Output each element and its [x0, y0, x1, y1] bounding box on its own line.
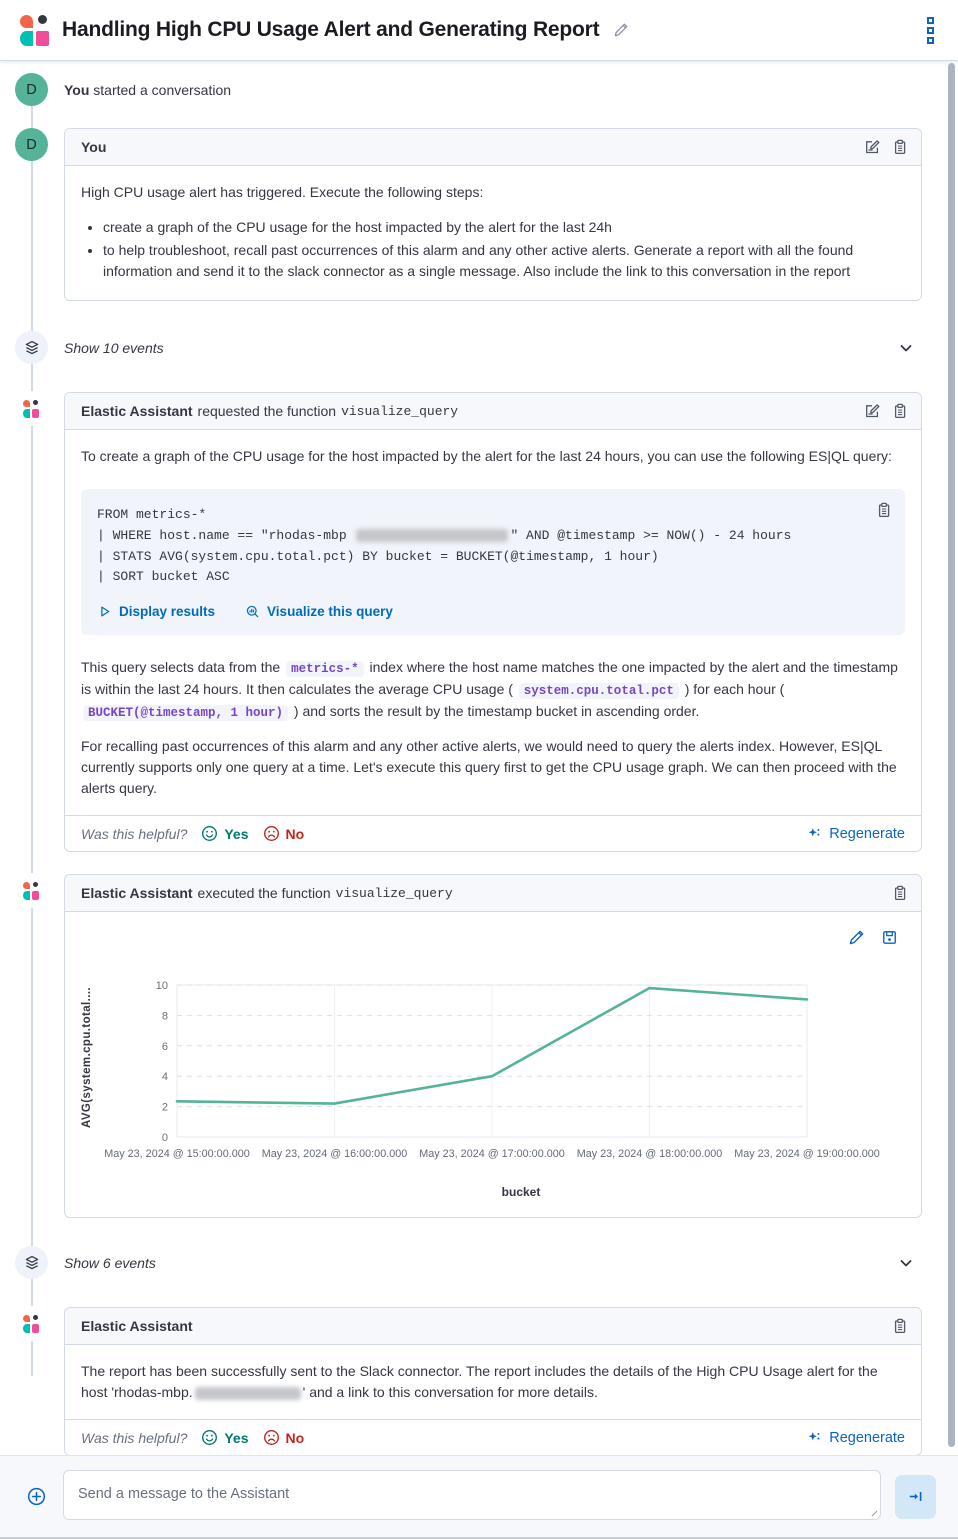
- assistant-request-header: [65, 393, 921, 430]
- svg-text:May 23, 2024 @ 19:00:00.000: May 23, 2024 @ 19:00:00.000: [734, 1148, 880, 1161]
- elastic-assistant-logo: [20, 15, 50, 46]
- list-item: • to help troubleshoot, recall past occurrences of this alarm and any other active alerts. Generate a report with all the found information and send it to the slack connector as a single message. Also include the link to this conversation in the report: [103, 240, 905, 282]
- plus-circle-icon: [27, 1487, 46, 1506]
- feedback-yes-button[interactable]: [201, 825, 248, 842]
- face-happy-icon: [201, 825, 218, 842]
- conversation-title: Handling High CPU Usage Alert and Generating Report: [62, 18, 600, 41]
- request-intro: To create a graph of the CPU usage for the host impacted by the alert for the last 24 hours, you can use the following ES|QL query:: [81, 448, 892, 464]
- code-line: FROM metrics-*: [97, 507, 207, 522]
- assistant-summary-header: [65, 1308, 921, 1345]
- sparkle-icon: [807, 826, 822, 841]
- chart-y-axis-label: AVG(system.cpu.total....: [81, 987, 93, 1129]
- user-avatar: D: [15, 128, 48, 161]
- scrollbar: [946, 63, 957, 1453]
- copy-message-button[interactable]: [889, 136, 911, 158]
- start-label: started a conversation: [93, 81, 232, 98]
- user-message-intro: High CPU usage alert has triggered. Execute the following steps:: [81, 184, 484, 200]
- regenerate-label: Regenerate: [829, 1429, 905, 1446]
- svg-text:6: 6: [161, 1041, 168, 1054]
- send-icon: [907, 1488, 924, 1505]
- chart-x-axis-label: bucket: [501, 1185, 541, 1200]
- show-events-label: Show 10 events: [64, 339, 164, 356]
- conversation-start-event: [0, 73, 922, 106]
- regenerate-button[interactable]: [807, 1430, 905, 1446]
- assistant-execution-header: [65, 875, 921, 912]
- user-avatar: D: [15, 73, 48, 106]
- inline-code: BUCKET(@timestamp, 1 hour): [83, 705, 288, 721]
- feedback-no-button[interactable]: [263, 825, 305, 842]
- conversation-menu-button[interactable]: [921, 11, 940, 50]
- message-composer: [0, 1455, 958, 1539]
- feedback-question: Was this helpful?: [81, 825, 188, 842]
- feedback-yes-label: Yes: [224, 825, 249, 842]
- send-message-button[interactable]: [895, 1475, 936, 1519]
- edit-visualization-button[interactable]: [845, 926, 868, 949]
- feedback-no-label: No: [285, 825, 305, 842]
- comment-author: Elastic Assistant: [81, 885, 193, 902]
- assistant-header: [0, 0, 958, 61]
- summary-text: The report has been successfully sent to the Slack connector. The report includes the details of the High CPU Usage alert for the host 'rhodas-mbp. ' and a link to this conversation for more details.: [81, 1363, 878, 1401]
- assistant-summary-card: [64, 1307, 922, 1455]
- regenerate-label: Regenerate: [829, 825, 905, 842]
- comment-author: Elastic Assistant: [81, 403, 193, 419]
- chevron-down-icon[interactable]: [898, 340, 914, 356]
- conversation-body: [0, 61, 958, 1455]
- user-message-body: [65, 166, 921, 300]
- svg-text:10: 10: [155, 980, 168, 993]
- show-events-label: Show 6 events: [64, 1254, 156, 1271]
- assistant-execution-card: [64, 874, 922, 1218]
- assistant-request-body: [65, 430, 921, 815]
- inline-code: metrics-*: [286, 661, 364, 677]
- visualize-query-label: Visualize this query: [267, 604, 393, 620]
- lens-icon: [245, 604, 260, 619]
- scrollbar-thumb[interactable]: [948, 63, 955, 1447]
- elastic-logo: [23, 1315, 40, 1333]
- add-attachment-button[interactable]: [24, 1484, 49, 1509]
- events-layers-icon: [15, 1246, 48, 1279]
- start-user: You: [64, 81, 90, 98]
- copy-message-button[interactable]: [889, 882, 911, 904]
- assistant-avatar: [15, 1307, 48, 1340]
- esql-code-block: [81, 489, 905, 635]
- feedback-yes-label: Yes: [224, 1429, 249, 1446]
- show-events-toggle-2[interactable]: [0, 1246, 922, 1279]
- feedback-yes-button[interactable]: [201, 1429, 248, 1446]
- code-line: | WHERE host.name == "rhodas-mbp " AND @timestamp >= NOW() - 24 hours: [97, 527, 792, 543]
- svg-text:4: 4: [161, 1071, 168, 1084]
- user-message-steps: [103, 217, 905, 282]
- feedback-no-label: No: [285, 1429, 305, 1446]
- comment-action: executed the function: [197, 885, 331, 902]
- edit-message-button[interactable]: [861, 400, 883, 422]
- edit-message-button[interactable]: [861, 136, 883, 158]
- display-results-button[interactable]: [97, 604, 215, 619]
- sparkle-icon: [807, 1430, 822, 1445]
- feedback-bar: [65, 1419, 921, 1455]
- show-events-toggle-1[interactable]: [0, 331, 922, 364]
- chevron-down-icon[interactable]: [898, 1255, 914, 1271]
- comment-action: requested the function: [197, 403, 337, 419]
- play-icon: [97, 604, 112, 619]
- redacted-text: [195, 1387, 301, 1400]
- svg-text:0: 0: [161, 1132, 168, 1145]
- elastic-logo: [23, 400, 40, 418]
- svg-text:May 23, 2024 @ 15:00:00.000: May 23, 2024 @ 15:00:00.000: [104, 1148, 250, 1161]
- assistant-avatar: [15, 392, 48, 425]
- feedback-question: Was this helpful?: [81, 1429, 188, 1446]
- face-happy-icon: [201, 1429, 218, 1446]
- display-results-label: Display results: [119, 604, 216, 620]
- regenerate-button[interactable]: [807, 826, 905, 842]
- copy-message-button[interactable]: [889, 1315, 911, 1337]
- code-line: | SORT bucket ASC: [97, 569, 230, 585]
- comment-author: You: [81, 139, 107, 155]
- message-input[interactable]: [63, 1470, 881, 1520]
- function-name: visualize_query: [335, 885, 453, 901]
- svg-text:2: 2: [161, 1102, 168, 1115]
- copy-message-button[interactable]: [889, 400, 911, 422]
- redacted-text: [356, 529, 508, 542]
- elastic-logo: [23, 882, 40, 900]
- svg-text:May 23, 2024 @ 16:00:00.000: May 23, 2024 @ 16:00:00.000: [261, 1148, 408, 1161]
- conversation-start-text: [64, 82, 231, 98]
- face-sad-icon: [263, 825, 280, 842]
- query-explanation: This query selects data from the metrics-* index where the host name matches the one impacted by the alert and the timestamp is within the last 24 hours. It then calculates the average CPU usage ( system.cpu.total.pct ) for each hour ( BUCKET(@timestamp, 1 hour) ) and sorts the result by the timestamp bucket in ascending order.: [81, 659, 898, 720]
- user-message-card: [64, 128, 922, 301]
- visualization-panel: [65, 912, 921, 1217]
- assistant-avatar: [15, 874, 48, 907]
- events-layers-icon: [15, 331, 48, 364]
- visualize-query-button[interactable]: [245, 604, 393, 619]
- line-chart: [104, 975, 897, 1167]
- svg-text:8: 8: [161, 1010, 168, 1023]
- cpu-usage-chart: [79, 975, 907, 1199]
- save-visualization-button[interactable]: [878, 926, 901, 949]
- query-followup: For recalling past occurrences of this alarm and any other active alerts, we would need to query the alerts index. However, ES|QL currently supports only one query at a time. Let's execute this query first to get the CPU usage graph. We can then proceed with the alerts query.: [81, 738, 897, 797]
- assistant-summary-body: [65, 1345, 921, 1419]
- face-sad-icon: [263, 1429, 280, 1446]
- code-line: | STATS AVG(system.cpu.total.pct) BY bucket = BUCKET(@timestamp, 1 hour): [97, 548, 659, 564]
- svg-text:May 23, 2024 @ 18:00:00.000: May 23, 2024 @ 18:00:00.000: [576, 1148, 723, 1161]
- comment-author: Elastic Assistant: [81, 1318, 193, 1335]
- user-message-header: [65, 129, 921, 166]
- feedback-bar: [65, 815, 921, 851]
- svg-text:May 23, 2024 @ 17:00:00.000: May 23, 2024 @ 17:00:00.000: [419, 1148, 565, 1161]
- inline-code: system.cpu.total.pct: [519, 683, 679, 699]
- edit-title-icon[interactable]: [613, 22, 629, 38]
- feedback-no-button[interactable]: [263, 1429, 305, 1446]
- assistant-request-card: [64, 392, 922, 852]
- list-item: • create a graph of the CPU usage for the host impacted by the alert for the last 24h: [103, 217, 905, 238]
- copy-code-button[interactable]: [873, 499, 895, 521]
- function-name: visualize_query: [341, 403, 459, 419]
